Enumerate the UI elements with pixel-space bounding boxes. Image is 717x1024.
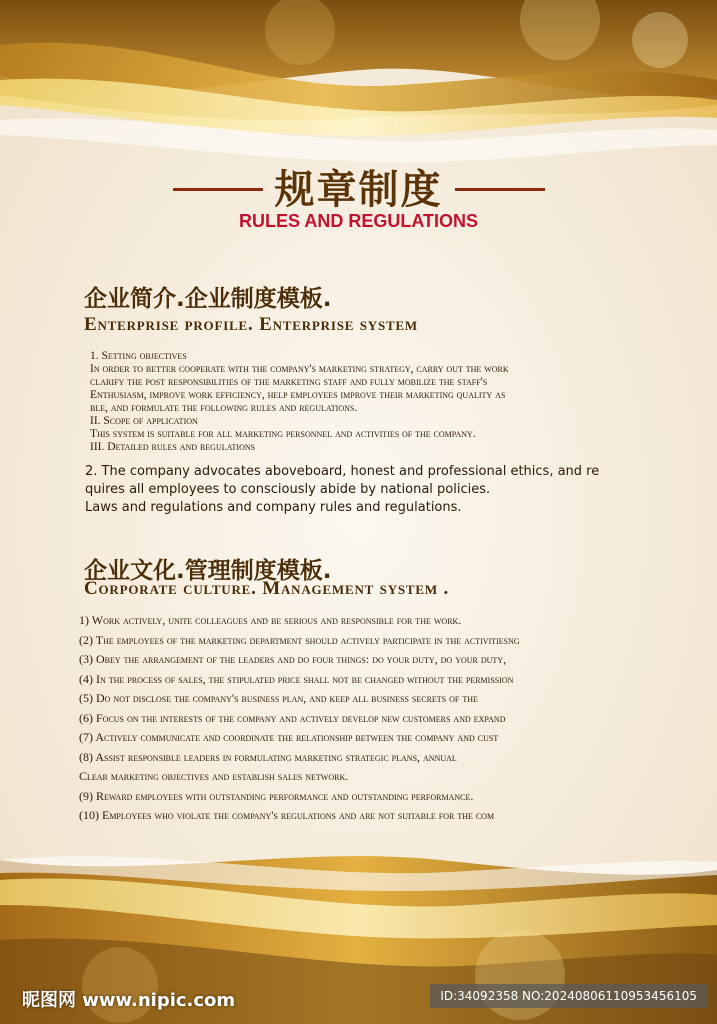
list-item: (6) Focus on the interests of the company and actively develop new customers and expand — [79, 710, 506, 725]
text-line: 1. Setting objectives — [90, 350, 187, 362]
list-item: (3) Obey the arrangement of the leaders and do four things: do your duty, do your duty, — [79, 652, 507, 666]
list-item: (4) In the process of sales, the stipulated price shall not be changed without the permission — [79, 671, 514, 686]
text-line: II. Scope of application — [90, 415, 198, 427]
title-left-rule — [173, 188, 263, 191]
text-line: ble, and formulate the following rules and regulations. — [90, 402, 358, 414]
text-line: clarify the post responsibilities of the marketing staff and fully mobilize the staff's — [90, 376, 488, 388]
image-id-label: ID:34092358 NO:20240806110953456105 — [430, 984, 707, 1008]
section2-list — [79, 611, 679, 826]
paragraph-line: Laws and regulations and company rules and regulations. — [85, 500, 462, 515]
list-item: Clear marketing objectives and establish sales network. — [79, 769, 349, 783]
section1-paragraph — [85, 463, 655, 517]
section1-title-en: Enterprise profile. Enterprise system — [84, 314, 419, 335]
watermark-logo: 昵图网 www.nipic.com — [22, 990, 236, 1011]
page-title: 规章制度 — [274, 167, 443, 213]
section2-title-en: Corporate culture. Management system . — [84, 578, 450, 599]
list-item: (10) Employees who violate the company's regulations and are not suitable for the com — [79, 808, 495, 822]
list-item: (2) The employees of the marketing department should actively participate in the activitiesng — [79, 632, 520, 647]
list-item: 1) Work actively, unite colleagues and be serious and responsible for the work. — [79, 613, 462, 627]
page-subtitle: RULES AND REGULATIONS — [238, 211, 478, 231]
list-item: (9) Reward employees with outstanding performance and outstanding performance. — [79, 788, 474, 803]
section1-body — [90, 350, 650, 454]
section1-title-cn: 企业简介.企业制度模板. — [84, 286, 332, 312]
text-line: In order to better cooperate with the company's marketing strategy, carry out the work — [90, 363, 509, 375]
paragraph-line: 2. The company advocates aboveboard, honest and professional ethics, and re — [85, 464, 600, 479]
list-item: (8) Assist responsible leaders in formulating marketing strategic plans, annual — [79, 749, 457, 764]
text-line: This system is suitable for all marketing personnel and activities of the company. — [90, 428, 476, 440]
list-item: (7) Actively communicate and coordinate the relationship between the company and cust — [79, 730, 499, 744]
paragraph-line: quires all employees to consciously abide by national policies. — [85, 482, 491, 497]
text-line: III. Detailed rules and regulations — [90, 441, 256, 453]
list-item: (5) Do not disclose the company's business plan, and keep all business secrets of the — [79, 691, 478, 705]
title-row — [0, 158, 717, 215]
title-right-rule — [455, 188, 545, 191]
section2-title-cn: 企业文化.管理制度模板. — [84, 558, 332, 584]
text-line: Enthusiasm, improve work efficiency, help employees improve their marketing quality as — [90, 389, 506, 401]
